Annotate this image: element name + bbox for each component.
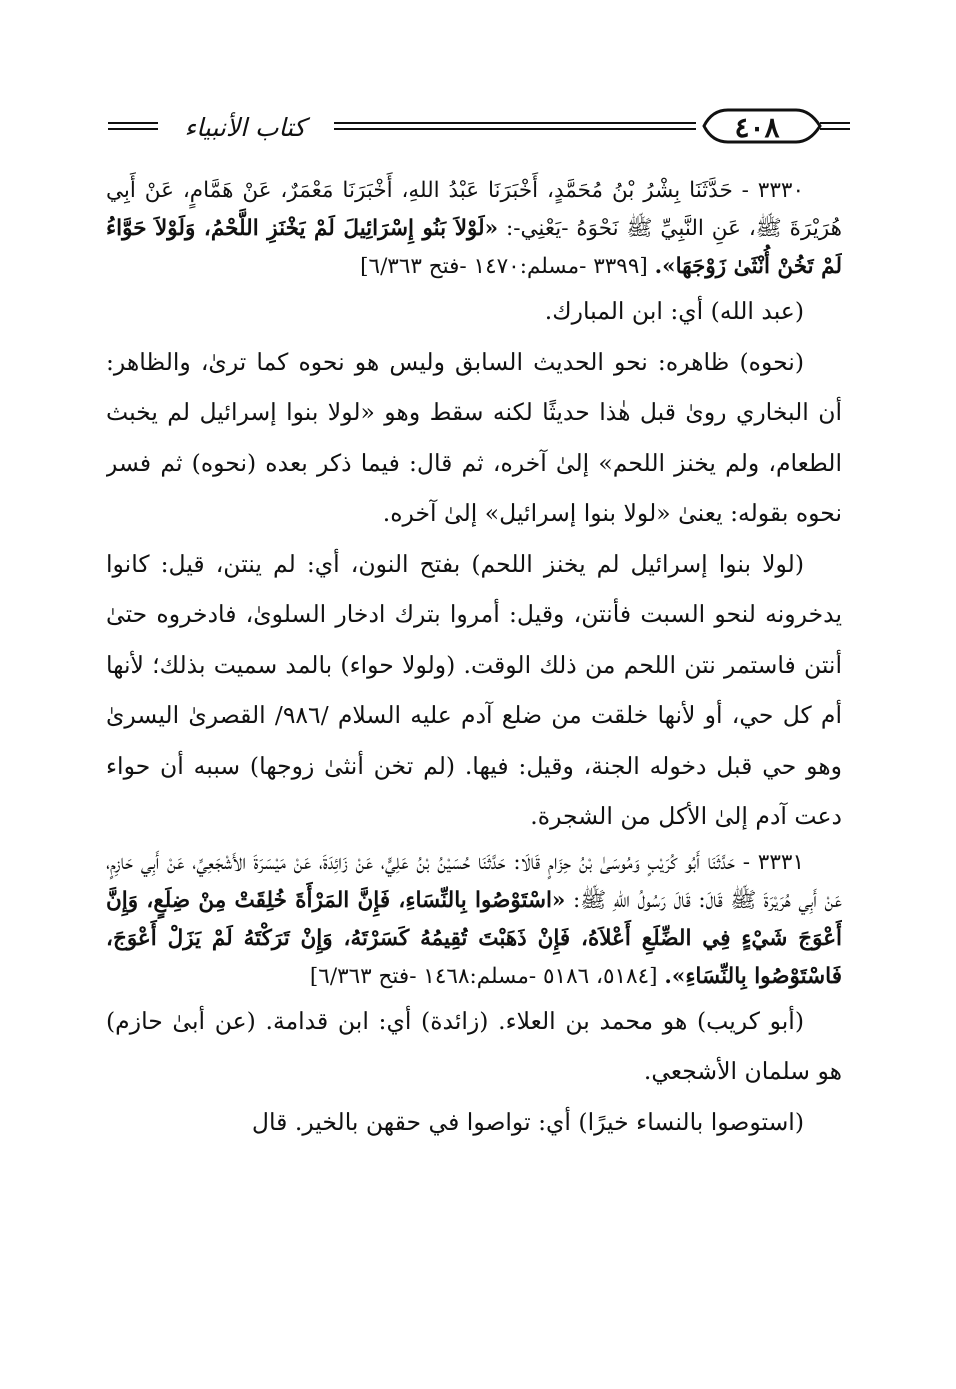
hadith-3330-references: [٣٣٩٩ -مسلم:١٤٧٠ -فتح ٦/٣٦٣] (360, 254, 655, 279)
hadith-3331 (106, 844, 842, 996)
commentary-3330-paragraph: (نحوه) ظاهره: نحو الحديث السابق وليس هو نحوه كما ترىٰ، والظاهر: أن البخاري روىٰ قبل هٰذا حديثًا لكنه سقط وهو «لولا بنوا إسرائيل لم يخبث الطعام، ولم يخنز اللحم» إلىٰ آخره، ثم قال: فيما ذكر بعده (نحوه) ثم فسر نحوه بقوله: يعنىٰ «لولا بنوا إسرائيل» إلىٰ آخره. (106, 347, 842, 527)
commentary-3330-paragraph: (لولا بنوا إسرائيل لم يخنز اللحم) بفتح النون، أي: لم ينتن، قيل: كانوا يدخرونه لنحو السبت فأنتن، وقيل: أمروا بترك ادخار السلوىٰ، فادخروه حتىٰ أنتن فاستمر نتن اللحم من ذلك الوقت. (ولولا حواء) بالمد سميت بذلك؛ لأنها أم كل حي، أو لأنها خلقت من ضلع آدم عليه السلام /٩٨٦/ القصرىٰ اليسرىٰ وهو حي قبل دخوله الجنة، وقيل: فيها. (لم تخن أنثىٰ زوجها) سببه أن حواء دعت آدم إلىٰ الأكل من الشجرة. (106, 549, 842, 830)
page-body (106, 172, 842, 1362)
hadith-3330-isnad: ٣٣٣٠ - حَدَّثَنَا بِشْرُ بْنُ مُحَمَّدٍ، أَخْبَرَنَا عَبْدُ اللهِ، أَخْبَرَنَا مَعْمَرٌ، عَنْ هَمَّامٍ، عَنْ أَبِي هُرَيْرَةَ ﷺ، عَنِ النَّبِيِّ ﷺ نَحْوَهُ -يَعْنِي-: (106, 178, 842, 241)
book-title: كتاب الأنبياء (184, 113, 306, 142)
hadith-3331-matn: «اسْتَوْصُوا بِالنِّسَاءِ، فَإِنَّ المَرْأَةَ خُلِقَتْ مِنْ ضِلَعٍ، وَإِنَّ أَعْوَجَ شَيْءٍ فِي الضِّلَعِ أَعْلاَهُ، فَإِنْ ذَهَبْتَ تُقِيمُهُ كَسَرْتَهُ، وَإِنْ تَرَكْتَهُ لَمْ يَزَلْ أَعْوَجَ، فَاسْتَوْصُوا بِالنِّسَاءِ». (106, 887, 842, 989)
hadith-3330-matn: «لَوْلاَ بَنُو إِسْرَائِيلَ لَمْ يَخْنَزِ اللَّحْمُ، وَلَوْلاَ حَوَّاءُ لَمْ تَخُنْ أُنْثَىٰ زَوْجَهَا». (106, 216, 842, 279)
commentary-3331-paragraph: (استوصوا بالنساء خيرًا) أي: تواصوا في حقهن بالخير. قال (251, 1107, 804, 1136)
hadith-3331-references: [٥١٨٤، ٥١٨٦ -مسلم:١٤٦٨ -فتح ٦/٣٦٣] (309, 963, 665, 989)
hadith-3331-isnad: ٣٣٣١ - حَدَّثَنَا أَبُو كُرَيْبٍ وَمُوسَىٰ بْنُ حِزَامٍ قَالَا: حَدَّثَنَا حُسَيْنُ بْنُ عَلِيٍّ، عَنْ زَائِدَةَ، عَنْ مَيْسَرَةَ الأَشْجَعِيِّ، عَنْ أَبِي حَازِمٍ، عَنْ أَبِي هُرَيْرَةَ ﷺ قَالَ: قَالَ رَسُولُ اللهِ ﷺ: (106, 849, 842, 913)
page-number: ٤٠٨ (734, 111, 780, 144)
hadith-3330 (106, 172, 842, 286)
commentary-3330-paragraph: (عبد الله) أي: ابن المبارك. (544, 297, 804, 325)
commentary-3331-paragraph: (أبو كريب) هو محمد بن العلاء. (زائدة) أي: ابن قدامة. (عن أبىٰ حازم) هو سلمان الأشجعي. (106, 1006, 842, 1085)
